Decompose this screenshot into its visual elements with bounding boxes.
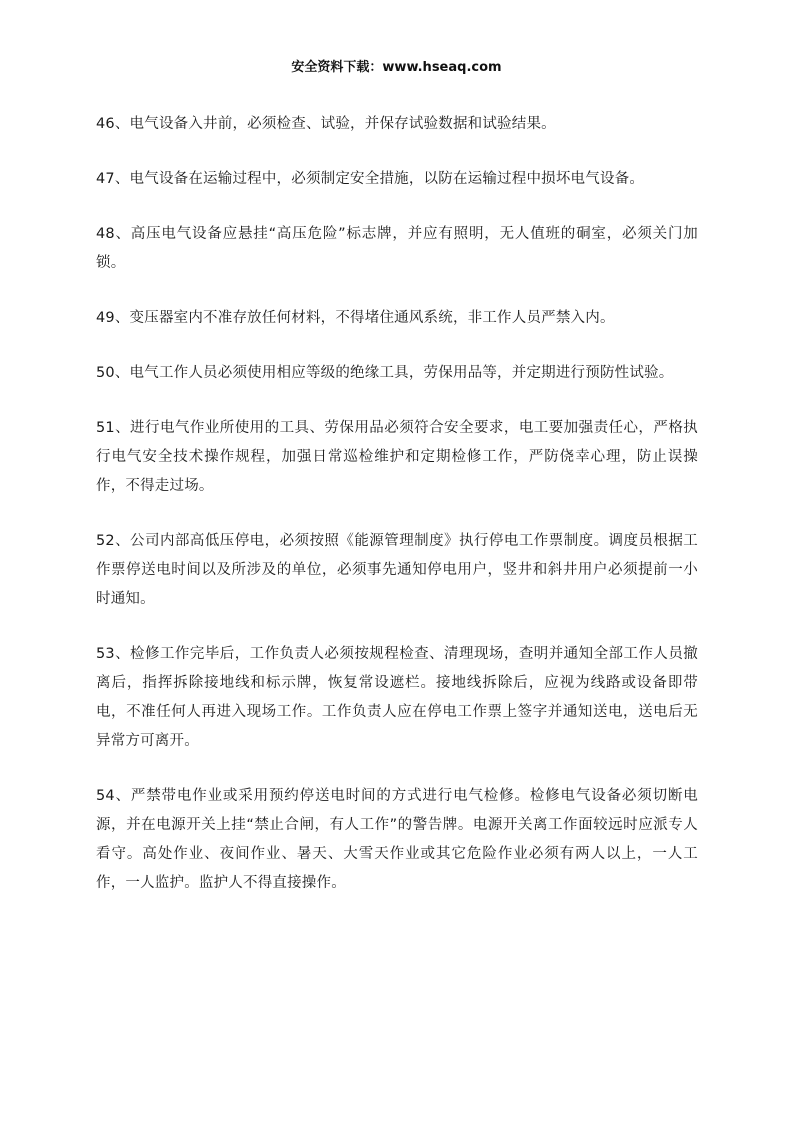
paragraph-51: 51、进行电气作业所使用的工具、劳保用品必须符合安全要求，电工要加强责任心，严格执行电气安全技术操作规程，加强日常巡检维护和定期检修工作，严防侥幸心理，防止误操作，不得走过场。: [96, 420, 698, 494]
paragraph-48: 48、高压电气设备应悬挂“高压危险”标志牌，并应有照明，无人值班的硐室，必须关门加锁。: [96, 226, 698, 271]
paragraph-50: 50、电气工作人员必须使用相应等级的绝缘工具，劳保用品等，并定期进行预防性试验。: [96, 365, 674, 381]
page-header: 安全资料下载：www.hseaq.com: [291, 60, 502, 75]
paragraph-53: 53、检修工作完毕后，工作负责人必须按规程检查、清理现场，查明并通知全部工作人员撤离后，指挥拆除接地线和标示牌，恢复常设遮栏。接地线拆除后，应视为线路或设备即带电，不准任何人再进入现场工作。工作负责人应在停电工作票上签字并通知送电，送电后无异常方可离开。: [96, 646, 698, 749]
paragraph-46: 46、电气设备入井前，必须检查、试验，并保存试验数据和试验结果。: [96, 116, 556, 132]
document-body: [96, 110, 698, 924]
paragraph-47: 47、电气设备在运输过程中，必须制定安全措施，以防在运输过程中损坏电气设备。: [96, 171, 645, 187]
paragraph-52: 52、公司内部高低压停电，必须按照《能源管理制度》执行停电工作票制度。调度员根据工作票停送电时间以及所涉及的单位，必须事先通知停电用户，竖井和斜井用户必须提前一小时通知。: [96, 533, 698, 607]
paragraph-54: 54、严禁带电作业或采用预约停送电时间的方式进行电气检修。检修电气设备必须切断电源，并在电源开关上挂“禁止合闸，有人工作”的警告牌。电源开关离工作面较远时应派专人看守。高处作业、夜间作业、暑天、大雪天作业或其它危险作业必须有两人以上，一人工作，一人监护。监护人不得直接操作。: [96, 788, 698, 891]
paragraph-49: 49、变压器室内不准存放任何材料，不得堵住通风系统，非工作人员严禁入内。: [96, 310, 615, 326]
